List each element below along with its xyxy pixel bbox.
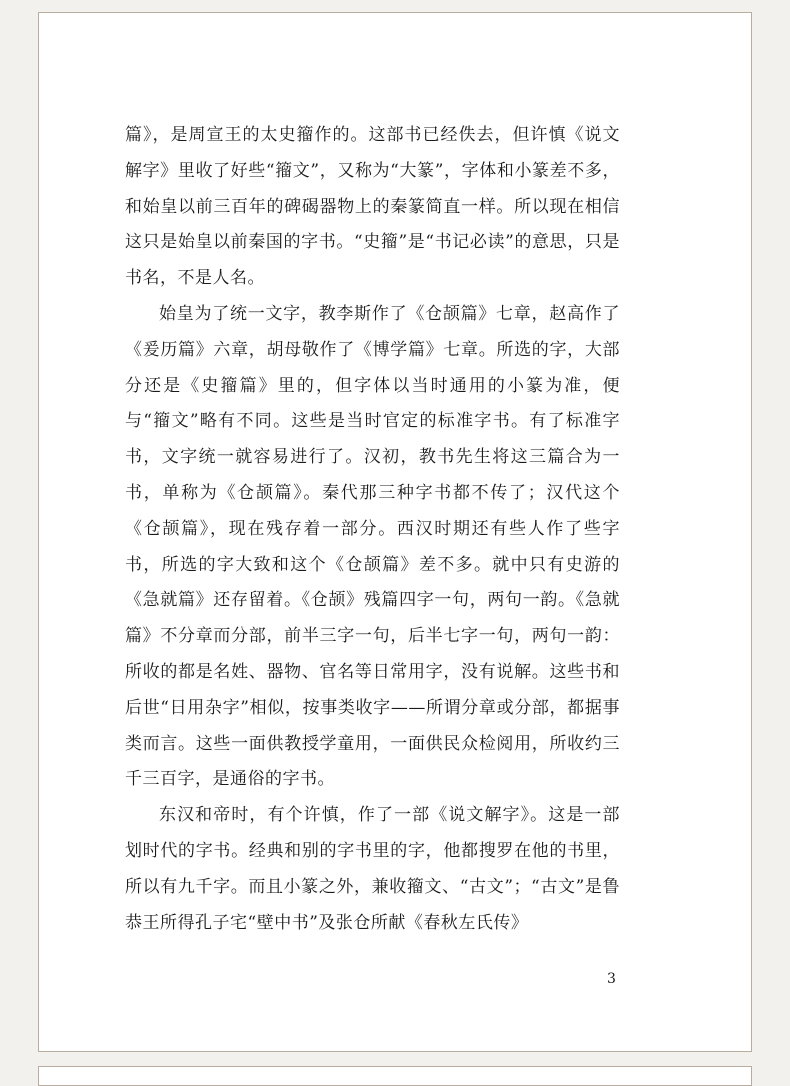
paragraph-3: 东汉和帝时，有个许慎，作了一部《说文解字》。这是一部划时代的字书。经典和别的字书里的字，他都搜罗在他的书里，所以有九千字。而且小篆之外，兼收籀文、“古文”；“古文”是鲁恭王所得孔子宅“壁中书”及张仓所献《春秋左氏传》: [125, 805, 620, 933]
next-page-edge: [38, 1066, 752, 1086]
body-text: [125, 118, 620, 941]
paragraph-1: 篇》，是周宣王的太史籀作的。这部书已经佚去，但许慎《说文解字》里收了好些“籀文”，又称为“大篆”，字体和小篆差不多，和始皇以前三百年的碑碣器物上的秦篆简直一样。所以现在相信这只是始皇以前秦国的字书。“史籀”是“书记必读”的意思，只是书名，不是人名。: [125, 125, 620, 289]
paragraph-2: 始皇为了统一文字，教李斯作了《仓颉篇》七章，赵高作了《爰历篇》六章，胡母敬作了《博学篇》七章。所选的字，大部分还是《史籀篇》里的，但字体以当时通用的小篆为准，便与“籀文”略有不同。这些是当时官定的标准字书。有了标准字书，文字统一就容易进行了。汉初，教书先生将这三篇合为一书，单称为《仓颉篇》。秦代那三种字书都不传了；汉代这个《仓颉篇》，现在残存着一部分。西汉时期还有些人作了些字书，所选的字大致和这个《仓颉篇》差不多。就中只有史游的《急就篇》还存留着。《仓颉》残篇四字一句，两句一韵。《急就篇》不分章而分部，前半三字一句，后半七字一句，两句一韵：所收的都是名姓、器物、官名等日常用字，没有说解。这些书和后世“日用杂字”相似，按事类收字——所谓分章或分部，都据事类而言。这些一面供教授学童用，一面供民众检阅用，所收约三千三百字，是通俗的字书。: [125, 303, 620, 790]
page-number: 3: [607, 971, 616, 987]
